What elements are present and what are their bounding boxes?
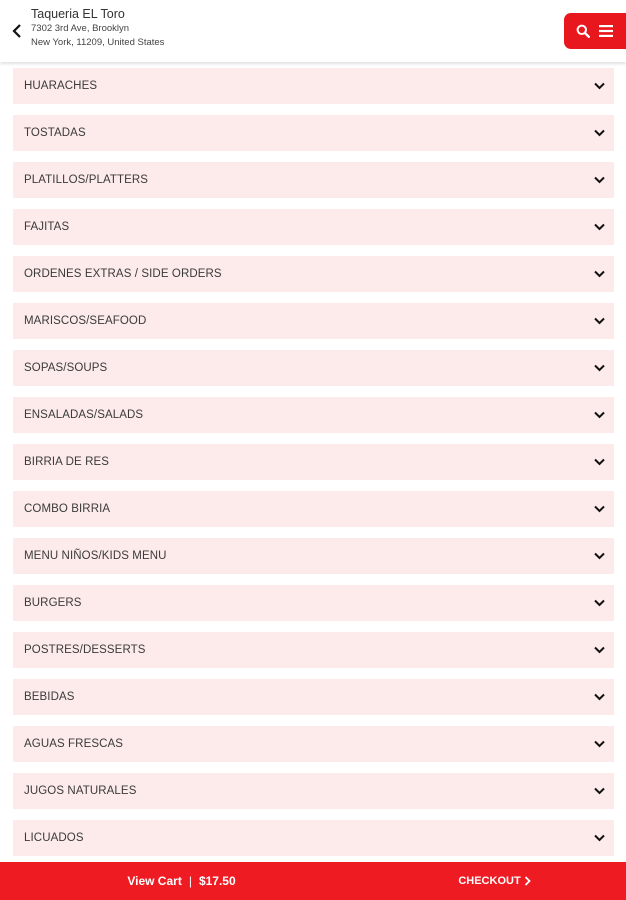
category-combo-birria[interactable]: [13, 491, 614, 527]
search-icon: [576, 24, 590, 38]
app-header: [0, 0, 626, 62]
restaurant-name: Taqueria EL Toro: [31, 7, 125, 21]
category-label: ENSALADAS/SALADS: [24, 409, 144, 421]
category-label: AGUAS FRESCAS: [24, 738, 124, 750]
restaurant-info: [31, 6, 164, 50]
category-label: PLATILLOS/PLATTERS: [24, 174, 149, 186]
chevron-down-icon: [592, 408, 606, 422]
category-label: JUGOS NATURALES: [24, 785, 137, 797]
category-side-orders[interactable]: [13, 256, 614, 292]
category-label: BEBIDAS: [24, 691, 75, 703]
footer-separator: |: [188, 874, 192, 888]
category-burgers[interactable]: [13, 585, 614, 621]
category-list: [0, 68, 626, 867]
category-label: SOPAS/SOUPS: [24, 362, 108, 374]
chevron-down-icon: [592, 596, 606, 610]
view-cart-label: View Cart: [127, 874, 182, 888]
chevron-down-icon: [592, 455, 606, 469]
category-label: MENU NIÑOS/KIDS MENU: [24, 550, 167, 562]
chevron-down-icon: [592, 220, 606, 234]
category-label: MARISCOS/SEAFOOD: [24, 315, 147, 327]
category-platillos[interactable]: [13, 162, 614, 198]
chevron-down-icon: [592, 737, 606, 751]
chevron-down-icon: [592, 502, 606, 516]
chevron-down-icon: [592, 126, 606, 140]
address-line-1: 7302 3rd Ave, Brooklyn: [31, 23, 130, 34]
category-licuados[interactable]: [13, 820, 614, 856]
chevron-down-icon: [592, 643, 606, 657]
cart-footer: [0, 862, 626, 900]
category-label: COMBO BIRRIA: [24, 503, 111, 515]
search-button[interactable]: [576, 24, 590, 38]
chevron-right-icon: [524, 876, 531, 886]
category-label: BURGERS: [24, 597, 82, 609]
chevron-down-icon: [592, 267, 606, 281]
category-desserts[interactable]: [13, 632, 614, 668]
category-label: ORDENES EXTRAS / SIDE ORDERS: [24, 268, 222, 280]
category-salads[interactable]: [13, 397, 614, 433]
checkout-label: CHECKOUT: [458, 875, 521, 887]
chevron-down-icon: [592, 831, 606, 845]
menu-button[interactable]: [599, 24, 613, 38]
checkout-button[interactable]: [363, 862, 626, 900]
chevron-down-icon: [592, 784, 606, 798]
address-line-2: New York, 11209, United States: [31, 37, 165, 48]
category-kids-menu[interactable]: [13, 538, 614, 574]
chevron-down-icon: [592, 690, 606, 704]
category-bebidas[interactable]: [13, 679, 614, 715]
category-label: FAJITAS: [24, 221, 70, 233]
hamburger-menu-icon: [599, 25, 613, 37]
category-label: HUARACHES: [24, 80, 98, 92]
category-tostadas[interactable]: [13, 115, 614, 151]
category-huaraches[interactable]: [13, 68, 614, 104]
view-cart-button[interactable]: [0, 862, 363, 900]
header-actions: [564, 13, 626, 49]
category-label: POSTRES/DESSERTS: [24, 644, 146, 656]
chevron-down-icon: [592, 361, 606, 375]
category-fajitas[interactable]: [13, 209, 614, 245]
chevron-down-icon: [592, 79, 606, 93]
chevron-down-icon: [592, 549, 606, 563]
back-button[interactable]: [8, 20, 26, 42]
category-jugos-naturales[interactable]: [13, 773, 614, 809]
chevron-left-icon: [12, 24, 22, 38]
category-soups[interactable]: [13, 350, 614, 386]
category-birria-de-res[interactable]: [13, 444, 614, 480]
chevron-down-icon: [592, 173, 606, 187]
category-label: TOSTADAS: [24, 127, 86, 139]
category-seafood[interactable]: [13, 303, 614, 339]
category-label: BIRRIA DE RES: [24, 456, 110, 468]
chevron-down-icon: [592, 314, 606, 328]
cart-total: $17.50: [198, 874, 236, 888]
category-label: LICUADOS: [24, 832, 84, 844]
category-aguas-frescas[interactable]: [13, 726, 614, 762]
